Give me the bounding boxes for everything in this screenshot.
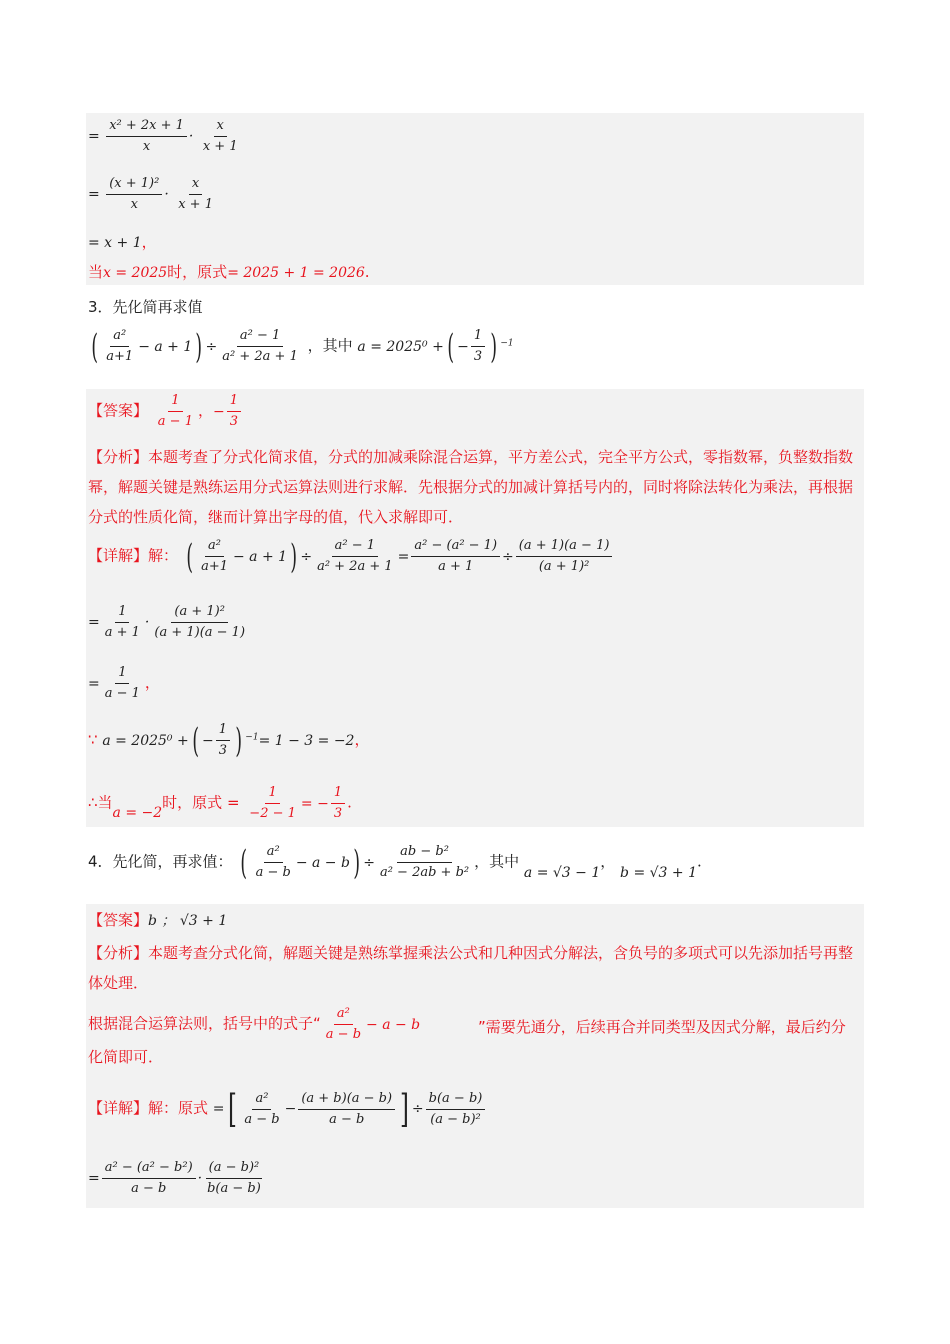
question-3-expression: ( $\frac{\text{a²}}{a+1}$ − a + 1) ÷ $\frac{\text{a² − 1}}{\text{a² + 2a + 1}}$ ，其中 a = 2025⁰ +( − $\frac{1}{3}$ ) $^{-1}$ bbox=[91, 326, 514, 367]
detail-4-step1: 【详解】解：原式 =[ $\frac{\text{a²}}{a - b}$ − $\frac{(a + b)(a - b)}{a - b}$ ] ÷ $\frac{b(a - b)}{\text{(a − b)²}}$ bbox=[88, 1090, 487, 1128]
result-line: 当x = 2025时，原式= 2025 + 1 = 2026. bbox=[88, 263, 370, 281]
step-line: = $\frac{\text{(x + 1)²}}{x}$ · $\frac{x}{x + 1}$ bbox=[88, 176, 213, 212]
analysis-4-rule: 根据混合运算法则，括号中的式子“ $\frac{\text{a²}}{a - b}$ − a − b bbox=[88, 1006, 421, 1042]
analysis-4-rule-cont: ”需要先通分，后续再合并同类型及因式分解，最后约分化简即可． bbox=[88, 1018, 846, 1066]
detail-3-step2: = $\frac{1}{a + 1}$ · $\frac{\text{(a + 1)²}}{(a + 1)(a - 1)}$ bbox=[88, 604, 246, 640]
detail-4-step2: = $\frac{\text{a² − (a² − b²)}}{a - b}$ · $\frac{\text{(a − b)²}}{b(a - b)}$ bbox=[88, 1160, 261, 1196]
analysis-4: 【分析】本题考查分式化简，解题关键是熟练掌握乘法公式和几种因式分解法，含负号的多项式可以先添加括号再整体处理． bbox=[88, 944, 854, 992]
detail-3-step3: = $\frac{1}{a - 1}$ ， bbox=[88, 665, 160, 701]
step-line: = x + 1， bbox=[88, 233, 157, 251]
question-3-title: 3．先化简再求值 bbox=[88, 298, 203, 316]
detail-3-step1: 【详解】解： ( $\frac{\text{a²}}{a+1}$ − a + 1) ÷ $\frac{\text{a² − 1}}{\text{a² + 2a + 1}}$ = $\frac{\text{a² − (a² − 1)}}{a + 1}$ ÷ $\frac{(a + 1)(a - 1)}{\text{(a + 1)²}}$ bbox=[88, 538, 614, 575]
answer-4: 【答案】b ； √3 + 1 bbox=[88, 911, 228, 929]
question-4-expression: 4．先化简，再求值： ( $\frac{\text{a²}}{a - b}$ − a − b) ÷ $\frac{\text{ab − b²}}{\text{a² − 2ab + b²}}$ ，其中 a = √3 − 1， b = √3 + 1. bbox=[88, 842, 702, 883]
detail-3-therefore: ∴当a = −2时，原式 = $\frac{1}{-2 - 1}$ = − $\frac{1}{3}$ . bbox=[88, 785, 352, 821]
analysis-3: 【分析】本题考查了分式化简求值，分式的加减乘除混合运算，平方差公式，完全平方公式，零指数幂，负整数指数幂，解题关键是熟练运用分式运算法则进行求解．先根据分式的加减计算括号内的，同时将除法转化为乘法，再根据分式的性质化简，继而计算出字母的值，代入求解即可． bbox=[88, 448, 854, 526]
detail-3-because: ∵ a = 2025⁰ +( − $\frac{1}{3}$ ) $^{-1}$= 1 − 3 = −2， bbox=[88, 720, 370, 761]
step-line: = $\frac{\text{x² + 2x + 1}}{x}$ · $\frac{x}{x + 1}$ bbox=[88, 118, 238, 154]
answer-3: 【答案】 $\frac{1}{a - 1}$ ，− $\frac{1}{3}$ bbox=[88, 393, 243, 430]
